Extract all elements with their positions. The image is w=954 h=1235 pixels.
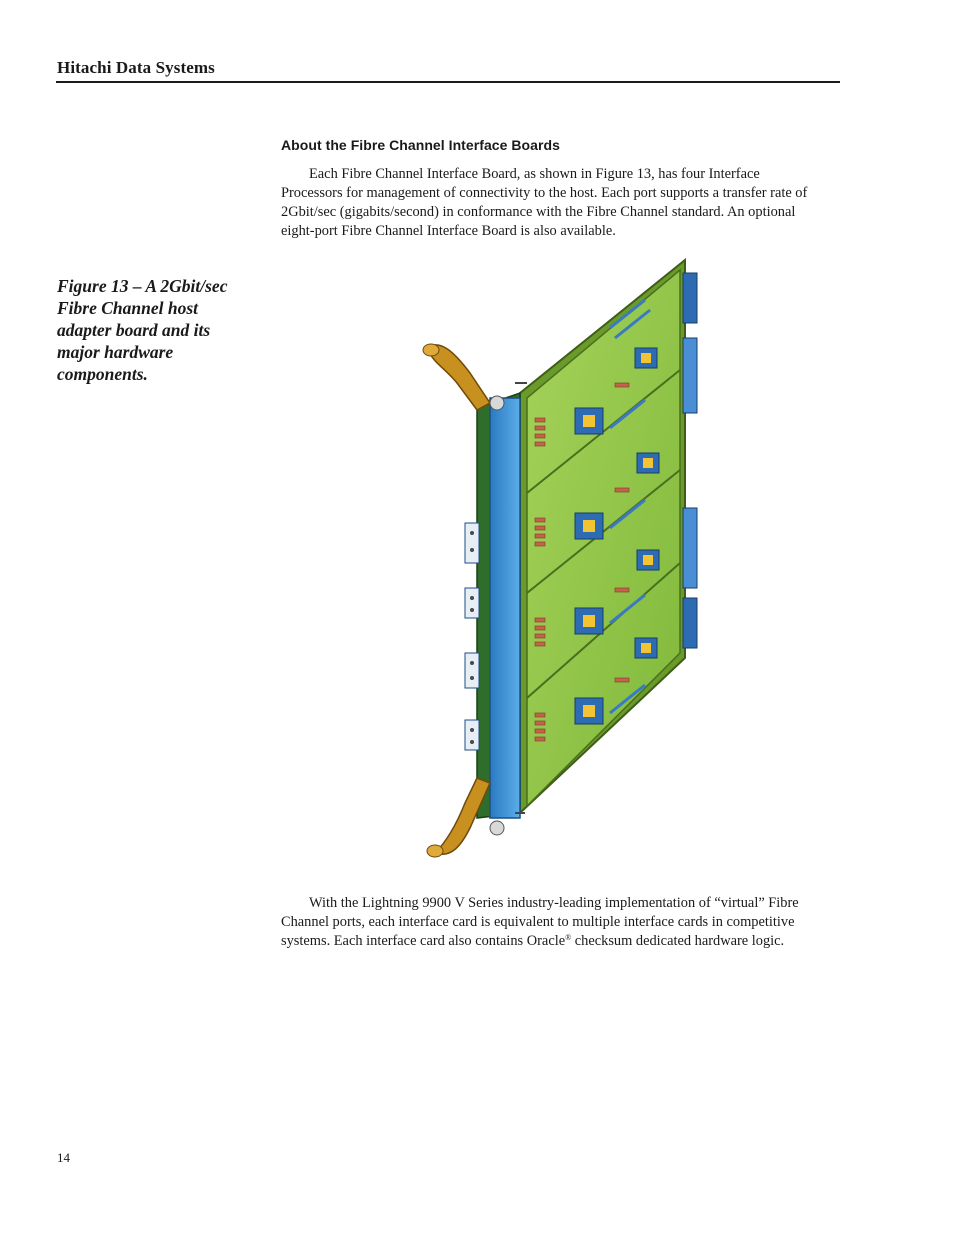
host-adapter-board-illustration — [415, 258, 715, 873]
body-paragraph-1 — [281, 165, 841, 241]
caption-line: Fibre Channel host — [57, 298, 199, 318]
paragraph-line — [281, 932, 841, 951]
paragraph-line: eight-port Fibre Channel Interface Board is also available. — [281, 223, 616, 239]
caption-line: adapter board and its — [57, 320, 211, 340]
body-paragraph-2 — [281, 894, 841, 951]
paragraph-line: Processors for management of connectivity to the host. Each port supports a transfer rate of — [281, 185, 808, 201]
caption-line: Figure 13 – A 2Gbit/sec — [57, 276, 228, 296]
section-heading: About the Fibre Channel Interface Boards — [281, 137, 560, 153]
registered-mark: ® — [565, 933, 572, 942]
caption-line: major hardware — [57, 342, 174, 362]
paragraph-line: Channel ports, each interface card is equivalent to multiple interface cards in competitive — [281, 914, 795, 930]
paragraph-line: 2Gbit/sec (gigabits/second) in conformance with the Fibre Channel standard. An optional — [281, 204, 796, 220]
page-number: 14 — [57, 1150, 70, 1165]
caption-line: components. — [57, 364, 148, 384]
paragraph-text: systems. Each interface card also contains Oracle — [281, 933, 566, 949]
running-header: Hitachi Data Systems — [57, 58, 215, 77]
paragraph-line: With the Lightning 9900 V Series industry-leading implementation of “virtual” Fibre — [309, 895, 799, 911]
figure-caption — [57, 275, 257, 385]
board-svg — [415, 258, 715, 873]
front-bracket — [465, 393, 520, 818]
paragraph-text: checksum dedicated hardware logic. — [571, 933, 785, 949]
header-divider — [56, 81, 840, 83]
paragraph-line: Each Fibre Channel Interface Board, as shown in Figure 13, has four Interface — [309, 166, 760, 182]
